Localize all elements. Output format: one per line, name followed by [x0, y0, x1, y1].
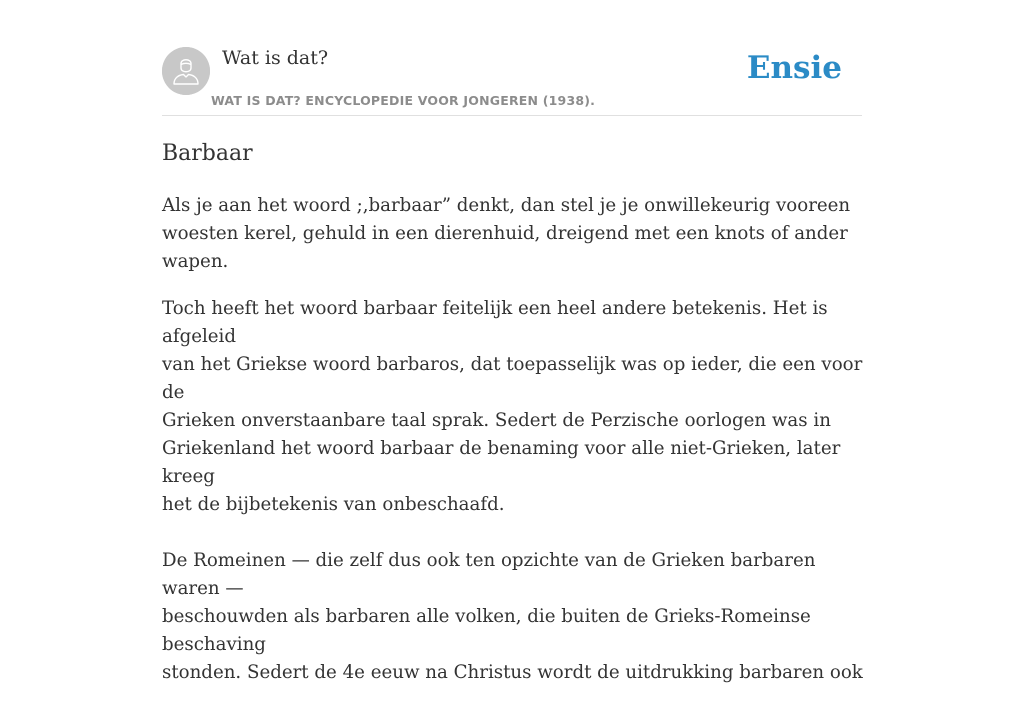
avatar[interactable] — [162, 47, 210, 95]
source-title[interactable]: Wat is dat? — [222, 47, 329, 69]
source-header — [162, 46, 862, 116]
source-subtitle[interactable]: WAT IS DAT? ENCYCLOPEDIE VOOR JONGEREN (1938). — [211, 93, 596, 108]
article-title: Barbaar — [162, 141, 253, 166]
article — [162, 138, 870, 706]
user-icon — [162, 47, 210, 95]
article-paragraph: Als je aan het woord ;,barbaar” denkt, dan stel je je onwillekeurig vooreen woesten kerel, gehuld in een dierenhuid, dreigend met een knots of ander wapen. — [162, 195, 851, 272]
article-paragraph: Toch heeft het woord barbaar feitelijk een heel andere betekenis. Het is afgeleid van het Griekse woord barbaros, dat toepasselijk was op ieder, die een voor de Grieken onverstaanbare taal sprak. Sedert de Perzische oorlogen was in Griekenland het woord barbaar de benaming voor alle niet-Grieken, later kreeg het de bijbetekenis van onbeschaafd. De Romeinen — die zelf dus ook ten opzichte van de Grieken barbaren waren — beschouwden als barbaren alle volken, die buiten de Grieks-Romeinse beschaving stonden. Sedert de 4e eeuw na Christus wordt de uitdrukking barbaren ook — [162, 298, 863, 683]
ensie-logo-link[interactable]: Ensie — [746, 50, 842, 86]
